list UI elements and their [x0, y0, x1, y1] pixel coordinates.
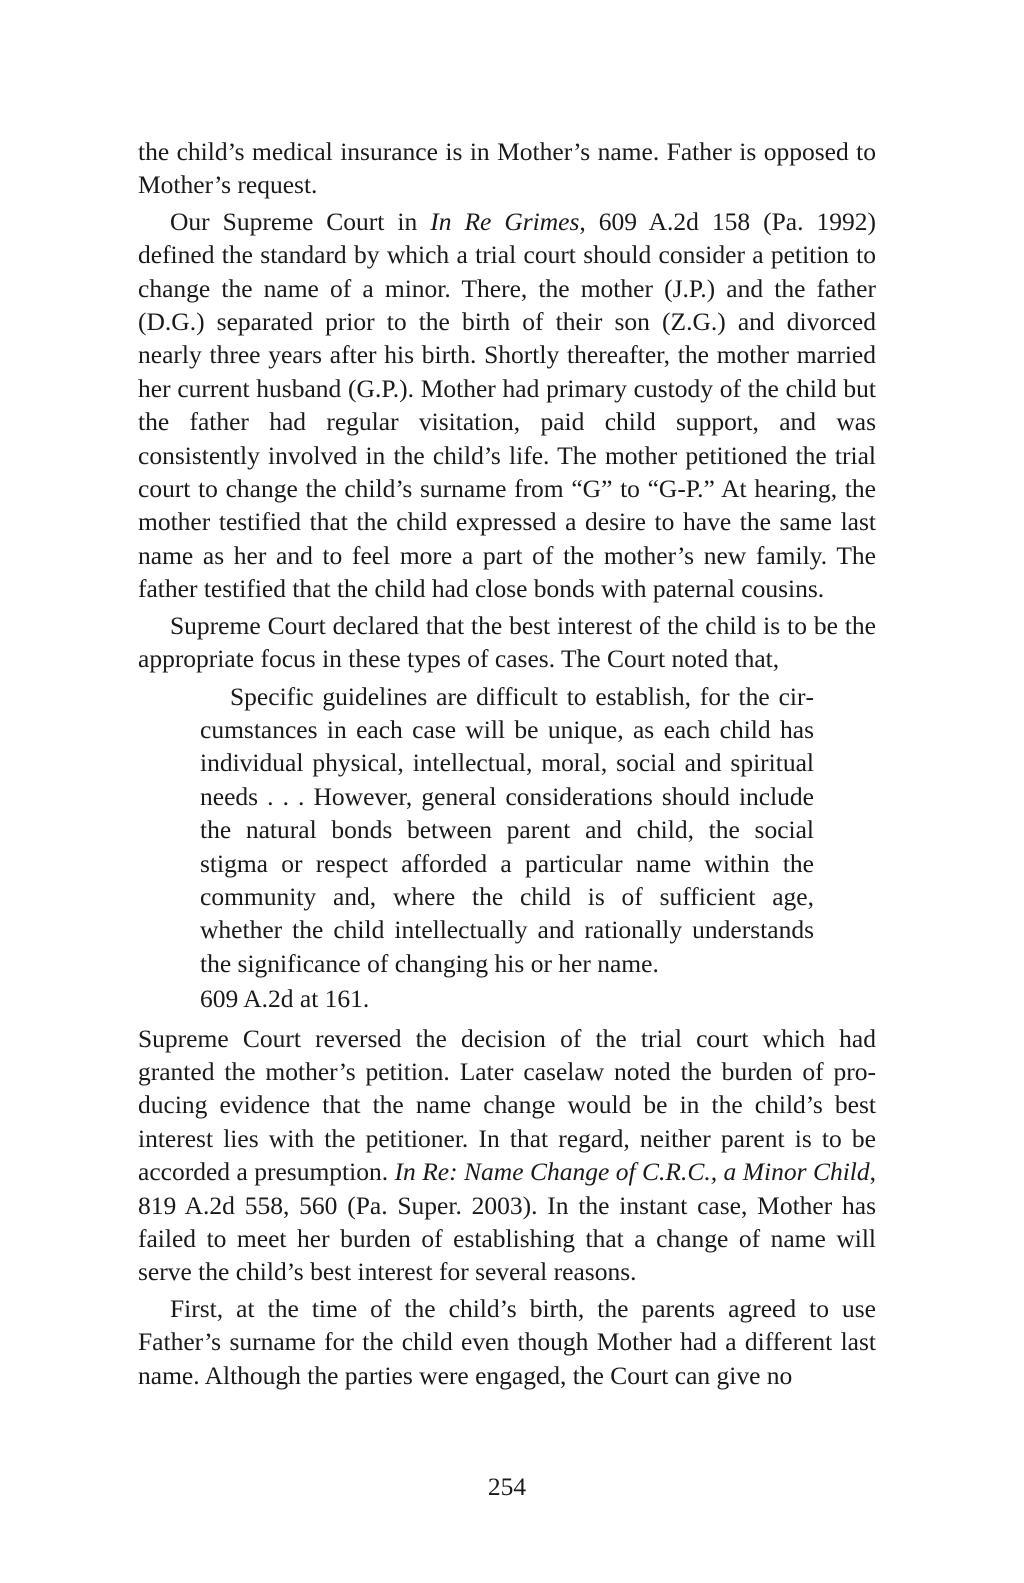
text-run: , 819 A.2d 558, 560 (Pa. Super. 2003). In the instant case, Mother has failed to meet her burden of establishing that a change of name will serve the child’s best interest for several reasons.	[138, 1157, 876, 1287]
text-run: Our Supreme Court in	[170, 206, 431, 236]
paragraph-reversal	[138, 1022, 876, 1289]
paragraph-best-interest: Supreme Court declared that the best interest of the child is to be the appropriate focus in these types of cases. The Court noted that,	[138, 610, 876, 674]
case-citation-crc: In Re: Name Change of C.R.C., a Minor Child	[394, 1157, 870, 1187]
quote-citation: 609 A.2d at 161.	[200, 984, 370, 1014]
paragraph-grimes	[138, 205, 876, 606]
text-run: Supreme Court reversed the decision of the trial court which had granted the mother’s petition. Later caselaw noted the burden of producing evidence that the name change would be in the child’s best interest lies with the petitioner. In that regard, neither parent is to be accorded a presumption.	[138, 1023, 876, 1187]
page-number: 254	[487, 1472, 527, 1501]
paragraph-continuation: the child’s medical insurance is in Mother’s name. Father is opposed to Mother’s request.	[138, 137, 876, 200]
case-citation-grimes: In Re Grimes	[430, 206, 580, 236]
paragraph-first-reason: First, at the time of the child’s birth, the parents agreed to use Father’s surname for the child even though Mother had a different last name. Although the parties were engaged, the Court can give no	[138, 1293, 876, 1390]
text-run: , 609 A.2d 158 (Pa. 1992) defined the standard by which a trial court should consider a petition to change the name of a minor. There, the mother (J.P.) and the father (D.G.) separated prior to the birth of their son (Z.G.) and divorced nearly three years after his birth. Shortly thereafter, the mother married her current husband (G.P.). Mother had primary custody of the child but the father had regular visitation, paid child support, and was consistently involved in the child’s life. The mother petitioned the trial court to change the child’s surname from “G” to “G-P.” At hearing, the mother testified that the child expressed a desire to have the same last name as her and to feel more a part of the mother’s new family. The father testified that the child had close bonds with paternal cousins.	[138, 206, 876, 604]
quote-body: Specific guidelines are difficult to establish, for the circumstances in each case will be unique, as each child has individual physical, intellectual, moral, social and spiritual needs . . . However, general considerations should include the natural bonds between parent and child, the social stigma or respect afforded a particular name within the community and, where the child is of sufficient age, whether the child intellectually and rationally understands the significance of changing his or her name.	[200, 681, 814, 978]
block-quote	[200, 680, 814, 1016]
body-text	[138, 135, 876, 1392]
